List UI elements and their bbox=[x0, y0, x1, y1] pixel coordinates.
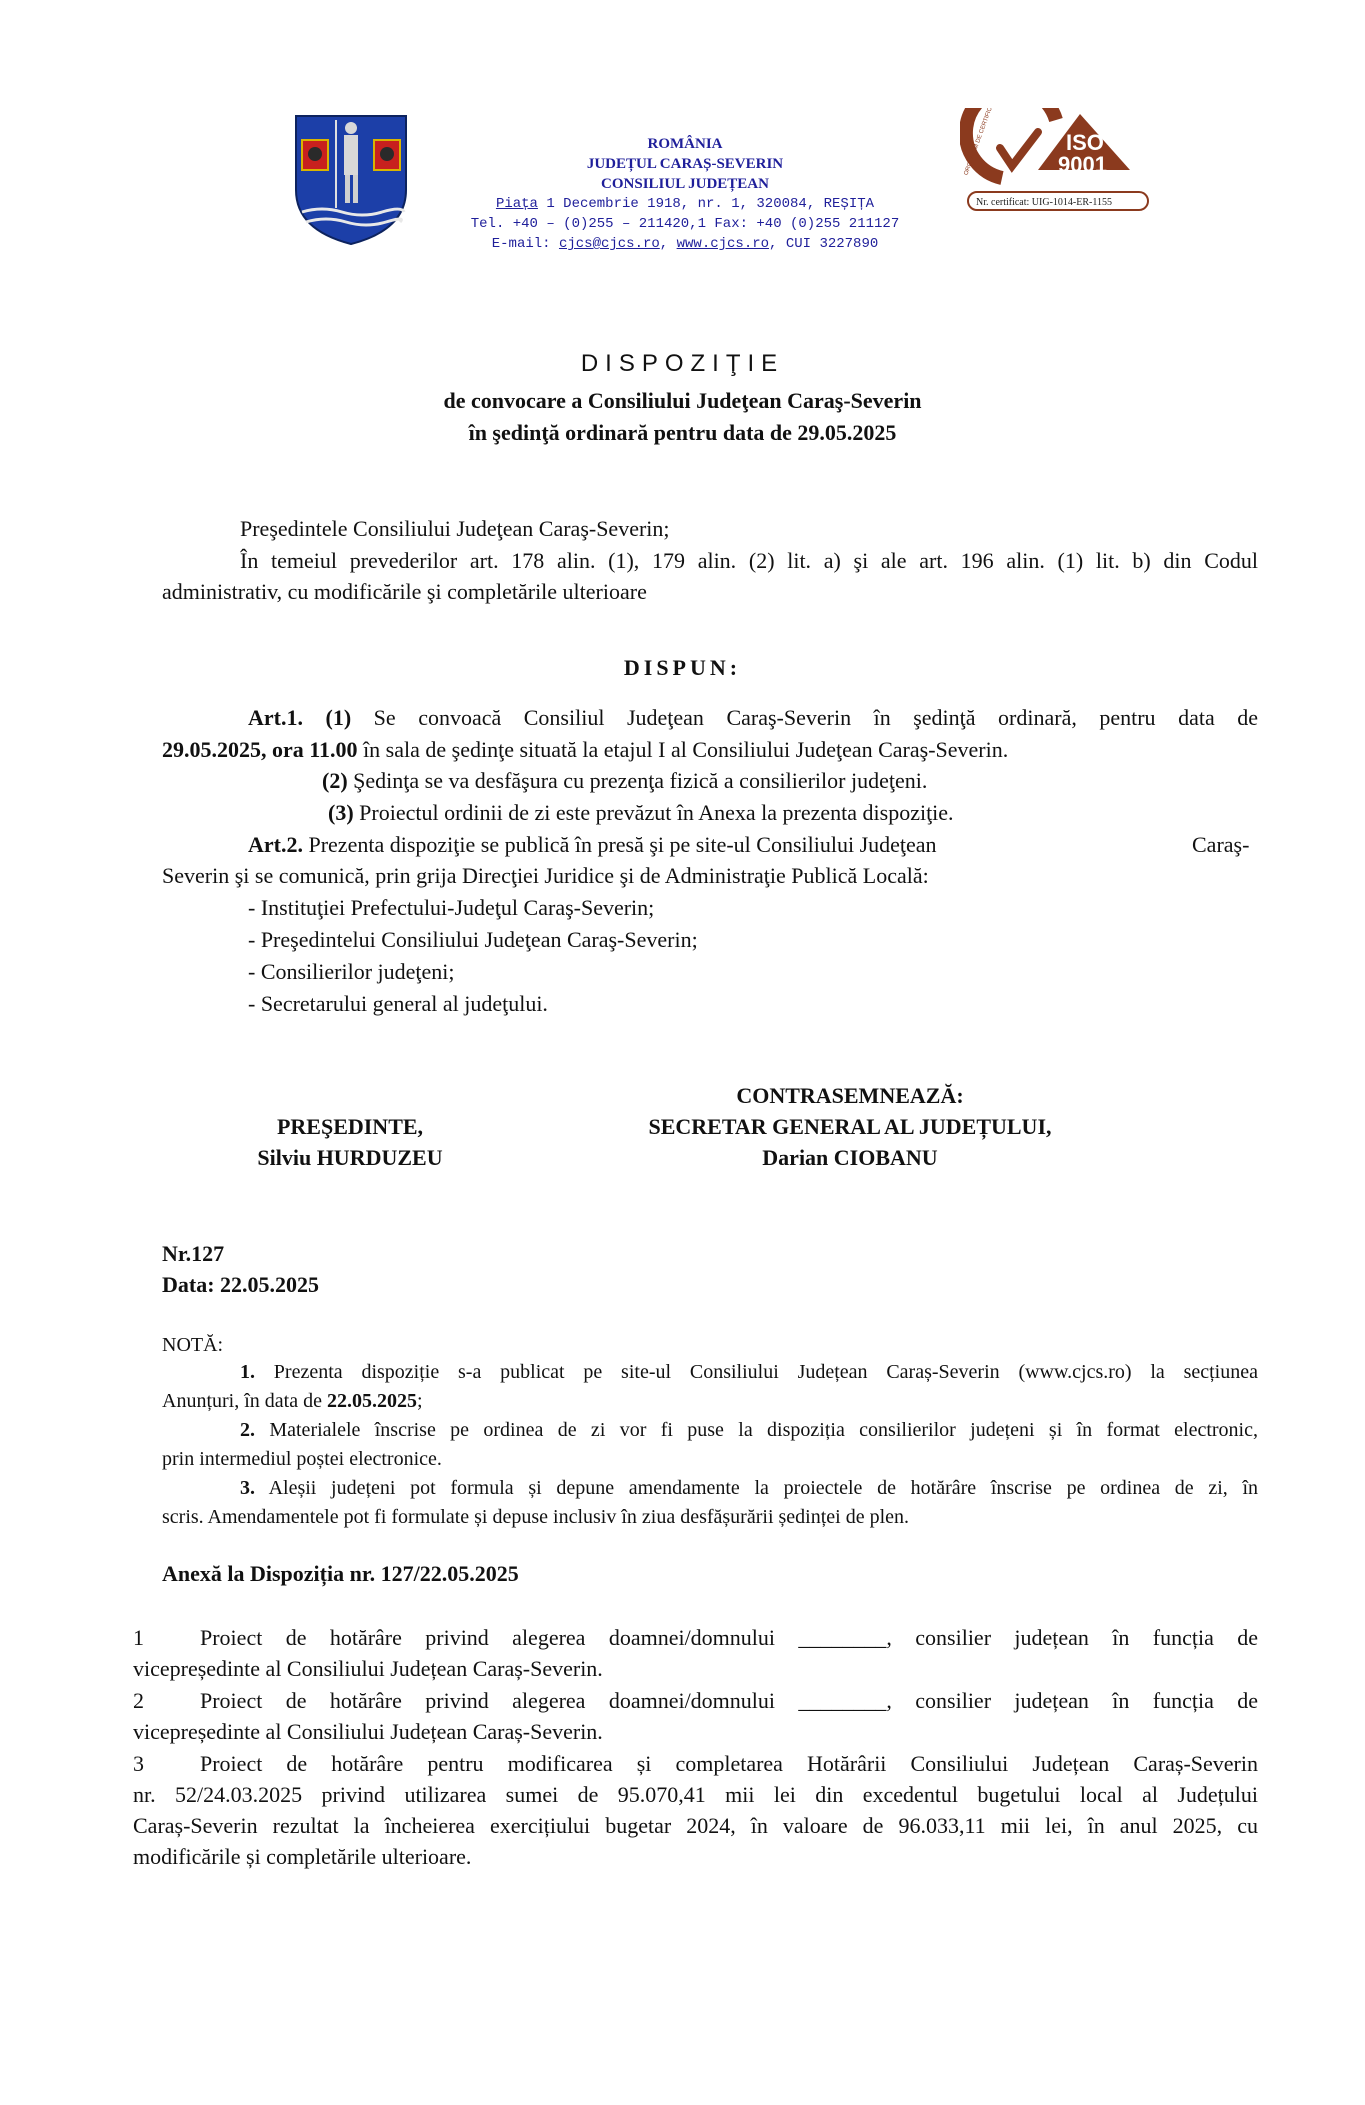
art1-text-1a: Se convoacă Consiliul Judeţean Caraş-Severin în şedinţă ordinară, pentru data de bbox=[351, 705, 1258, 730]
art1-line-1 bbox=[248, 702, 1258, 733]
iso-brand-text: UNICERT bbox=[990, 121, 1039, 133]
note-heading: NOTĂ: bbox=[162, 1334, 224, 1356]
art2-label: Art.2. bbox=[248, 832, 303, 857]
recipient-list-item: - Secretarului general al judeţului. bbox=[248, 991, 548, 1016]
annex-item-text: vicepreședinte al Consiliului Județean Caraș-Severin. bbox=[133, 1719, 603, 1744]
document-subtitle-2: în şedinţă ordinară pentru data de 29.05.2025 bbox=[468, 420, 897, 445]
art1-label: Art.1. bbox=[248, 705, 303, 730]
annex-item-number: 1 bbox=[133, 1625, 144, 1650]
registration-number: Nr.127 bbox=[162, 1241, 225, 1266]
countersign-heading: CONTRASEMNEAZĂ: bbox=[736, 1083, 964, 1108]
secretary-role: SECRETAR GENERAL AL JUDEȚULUI, bbox=[648, 1114, 1052, 1139]
meeting-datetime: 29.05.2025, ora 11.00 bbox=[162, 737, 358, 762]
annex-item-text: Proiect de hotărâre privind alegerea doamnei/domnului ________, consilier județean în funcția de bbox=[200, 1688, 1258, 1713]
iso-label: ISO bbox=[1066, 130, 1104, 155]
preamble-line-2b: administrativ, cu modificările şi completările ulterioare bbox=[162, 579, 647, 604]
note-2-line-2: prin intermediul poștei electronice. bbox=[162, 1448, 442, 1470]
iso-number: 9001 bbox=[1058, 152, 1107, 177]
recipient-list-item: - Preşedintelui Consiliului Judeţean Caraş-Severin; bbox=[248, 927, 698, 952]
art1-text-2: Şedinţa se va desfăşura cu prezenţa fizică a consilierilor judeţeni. bbox=[347, 768, 928, 793]
note-2-label: 2. bbox=[240, 1419, 255, 1441]
art2-line-1 bbox=[248, 829, 937, 860]
iso-certification-logo bbox=[960, 108, 1150, 212]
email-separator: , bbox=[659, 236, 677, 252]
website-link[interactable]: www.cjcs.ro bbox=[676, 236, 770, 252]
header-county: JUDEȚUL CARAȘ-SEVERIN bbox=[586, 156, 784, 172]
header-council: CONSILIUL JUDEȚEAN bbox=[601, 176, 769, 192]
note-2-text: Materialele înscrise pe ordinea de zi vor fi puse la dispoziția consilierilor județeni și în format electronic, bbox=[255, 1419, 1258, 1441]
note-1-end: ; bbox=[416, 1390, 423, 1412]
dispun-heading: DISPUN: bbox=[623, 655, 742, 680]
note-1-text-2: Anunțuri, în data de bbox=[162, 1390, 327, 1412]
note-1-label: 1. bbox=[240, 1361, 255, 1383]
header-country: ROMÂNIA bbox=[647, 136, 723, 152]
art1-line-2 bbox=[162, 734, 1008, 765]
header-address bbox=[440, 194, 930, 214]
art1-text-3: Proiectul ordinii de zi este prevăzut în Anexa la prezenta dispoziţie. bbox=[353, 800, 954, 825]
annex-item-text: Caraș-Severin rezultat la încheierea exercițiului bugetar 2024, în valoare de 96.033,11 mii lei, în anul 2025, cu bbox=[133, 1813, 1258, 1838]
email-prefix: E-mail: bbox=[491, 236, 559, 252]
note-3-line-2: scris. Amendamentele pot fi formulate și depuse inclusiv în ziua desfășurării ședinței de plen. bbox=[162, 1506, 910, 1528]
art1-line-3 bbox=[322, 765, 927, 796]
iso-cert-number: Nr. certificat: UIG-1014-ER-1155 bbox=[976, 197, 1112, 208]
art2-text-a: Prezenta dispoziţie se publică în presă şi pe site-ul Consiliului Judeţean bbox=[302, 832, 937, 857]
annex-item-number: 2 bbox=[133, 1688, 144, 1713]
note-3-label: 3. bbox=[240, 1477, 255, 1499]
note-1-date: 22.05.2025 bbox=[326, 1390, 417, 1412]
annex-item-text: Proiect de hotărâre pentru modificarea și completarea Hotărârii Consiliului Județean Caraș-Severin bbox=[200, 1751, 1258, 1776]
art2-line-2: Severin şi se comunică, prin grija Direcţiei Juridice şi de Administraţie Publică Locală: bbox=[162, 863, 929, 888]
header-contact bbox=[440, 234, 930, 254]
preamble-line-1: Preşedintele Consiliului Judeţean Caraş-Severin; bbox=[240, 516, 670, 541]
annex-item-text: modificările și completările ulterioare. bbox=[133, 1844, 472, 1869]
header-address-piata: Piața bbox=[495, 196, 538, 212]
email-link[interactable]: cjcs@cjcs.ro bbox=[558, 236, 660, 252]
art1-paragraph-1: (1) bbox=[325, 705, 352, 730]
annex-title: Anexă la Dispoziția nr. 127/22.05.2025 bbox=[162, 1561, 519, 1586]
document-title: DISPOZIŢIE bbox=[580, 350, 785, 377]
annex-item-text: nr. 52/24.03.2025 privind utilizarea sumei de 95.070,41 mii lei din excedentul bugetului local al Județului bbox=[133, 1782, 1258, 1807]
president-role: PREŞEDINTE, bbox=[276, 1114, 424, 1139]
art1-line-4 bbox=[328, 797, 954, 828]
document-subtitle-1: de convocare a Consiliului Judeţean Caraş-Severin bbox=[443, 388, 922, 413]
iso-arc-text: ORGANISM DE CERTIFICARE bbox=[963, 108, 998, 177]
annex-item-text: vicepreședinte al Consiliului Județean Caraș-Severin. bbox=[133, 1656, 603, 1681]
coat-of-arms-logo bbox=[292, 112, 410, 246]
recipient-list-item: - Consilierilor judeţeni; bbox=[248, 959, 455, 984]
art1-paragraph-3: (3) bbox=[328, 800, 354, 825]
note-1-line-1 bbox=[240, 1358, 1258, 1387]
preamble-line-2a: În temeiul prevederilor art. 178 alin. (1), 179 alin. (2) lit. a) şi ale art. 196 alin. (1) lit. b) din Codul bbox=[240, 548, 1258, 573]
note-3-text: Aleșii județeni pot formula și depune amendamente la proiectele de hotărâre înscrise pe ordinea de zi, în bbox=[255, 1477, 1258, 1499]
annex-item-text: Proiect de hotărâre privind alegerea doamnei/domnului ________, consilier județean în funcția de bbox=[200, 1625, 1258, 1650]
registration-date: Data: 22.05.2025 bbox=[162, 1272, 320, 1297]
president-name: Silviu HURDUZEU bbox=[257, 1145, 443, 1170]
header-phone: Tel. +40 – (0)255 – 211420,1 Fax: +40 (0)255 211127 bbox=[470, 216, 900, 232]
annex-item-number: 3 bbox=[133, 1751, 144, 1776]
note-1-text: Prezenta dispoziție s-a publicat pe site-ul Consiliului Județean Caraș-Severin (www.cjcs.ro) la secțiunea bbox=[255, 1361, 1258, 1383]
header-address-rest: 1 Decembrie 1918, nr. 1, 320084, REȘIȚA bbox=[537, 196, 875, 212]
note-1-line-2 bbox=[162, 1387, 423, 1416]
art1-text-1b: în sala de şedinţe situată la etajul I al Consiliului Judeţean Caraş-Severin. bbox=[357, 737, 1009, 762]
recipient-list-item: - Instituţiei Prefectului-Judeţul Caraş-Severin; bbox=[248, 895, 655, 920]
secretary-name: Darian CIOBANU bbox=[762, 1145, 938, 1170]
header-cui: , CUI 3227890 bbox=[769, 236, 879, 252]
institution-header bbox=[440, 134, 930, 254]
note-2-line-1 bbox=[240, 1416, 1258, 1445]
art1-paragraph-2: (2) bbox=[322, 768, 348, 793]
note-3-line-1 bbox=[240, 1474, 1258, 1503]
art2-line-1-end: Caraş- bbox=[1192, 832, 1250, 857]
